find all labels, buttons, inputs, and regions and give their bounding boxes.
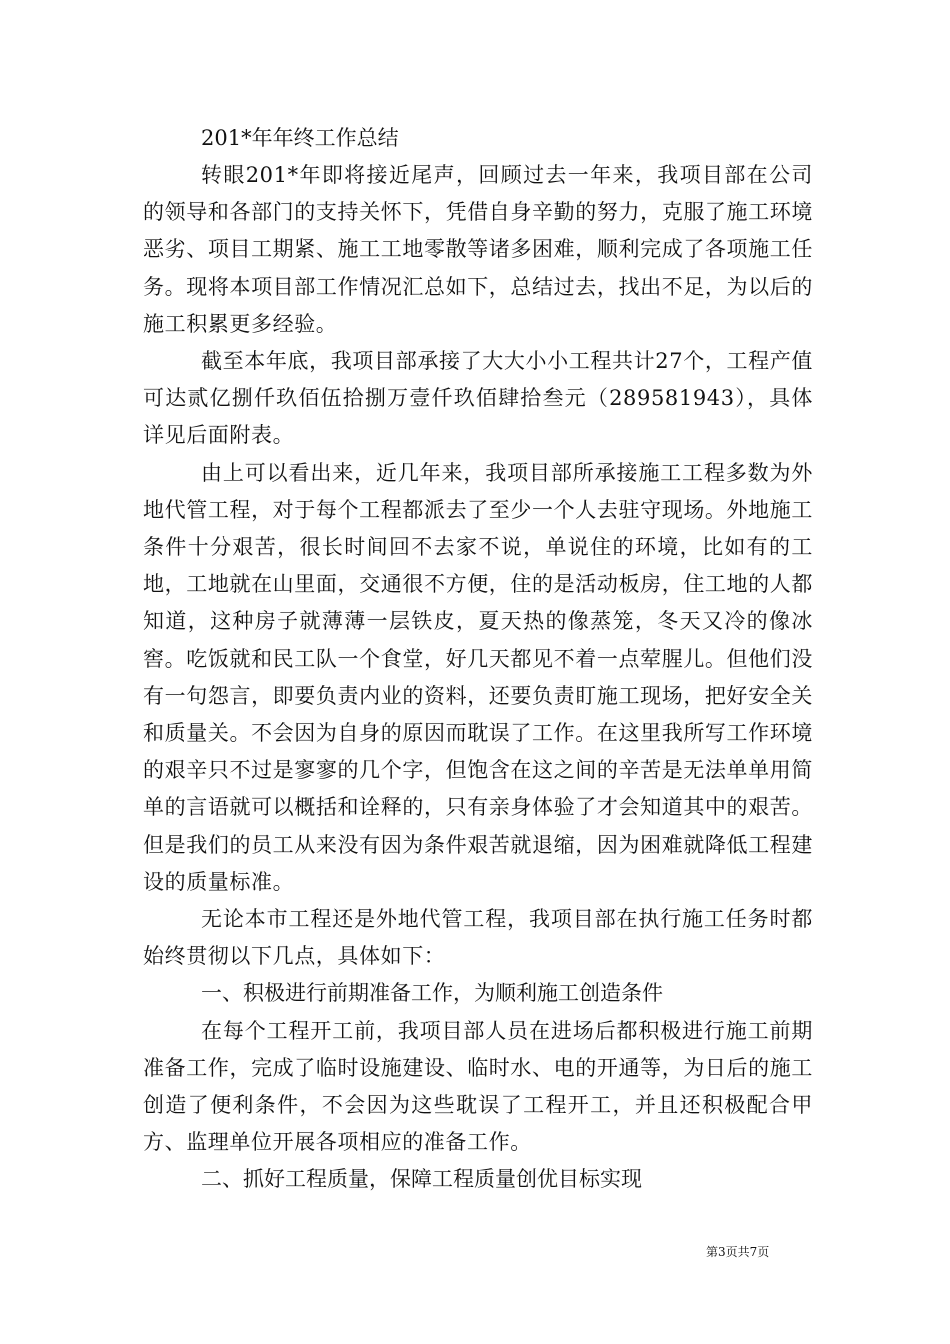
- paragraph-intro: 转眼201*年即将接近尾声，回顾过去一年来，我项目部在公司的领导和各部门的支持关怀下，凭借自身辛勤的努力，克服了施工环境恶劣、项目工期紧、施工工地零散等诸多困难，顺利完成了各项施工任务。现将本项目部工作情况汇总如下，总结过去，找出不足，为以后的施工积累更多经验。: [143, 163, 813, 336]
- paragraph-project-count: 截至本年底，我项目部承接了大大小小工程共计27个，工程产值可达贰亿捌仟玖佰伍拾捌万壹仟玖佰肆拾叁元（289581943），具体详见后面附表。: [143, 349, 813, 448]
- paragraph-principles: 无论本市工程还是外地代管工程，我项目部在执行施工任务时都始终贯彻以下几点，具体如下：: [143, 907, 813, 969]
- section-heading-1: 一、积极进行前期准备工作，为顺利施工创造条件: [201, 981, 663, 1006]
- document-body: [143, 120, 813, 1199]
- section-heading-2: 二、抓好工程质量，保障工程质量创优目标实现: [201, 1167, 642, 1192]
- page-number: 第3页共7页: [706, 1245, 770, 1259]
- document-title: 201*年年终工作总结: [201, 126, 399, 150]
- paragraph-work-conditions: 由上可以看出来，近几年来，我项目部所承接施工工程多数为外地代管工程，对于每个工程都派去了至少一个人去驻守现场。外地施工条件十分艰苦，很长时间回不去家不说，单说住的环境，比如有的工地，工地就在山里面，交通很不方便，住的是活动板房，住工地的人都知道，这种房子就薄薄一层铁皮，夏天热的像蒸笼，冬天又冷的像冰窖。吃饭就和民工队一个食堂，好几天都见不着一点荤腥儿。但他们没有一句怨言，即要负责内业的资料，还要负责盯施工现场，把好安全关和质量关。不会因为自身的原因而耽误了工作。在这里我所写工作环境的艰辛只不过是寥寥的几个字，但饱含在这之间的辛苦是无法单单用简单的言语就可以概括和诠释的，只有亲身体验了才会知道其中的艰苦。但是我们的员工从来没有因为条件艰苦就退缩，因为困难就降低工程建设的质量标准。: [143, 460, 813, 894]
- section-body-1: 在每个工程开工前，我项目部人员在进场后都积极进行施工前期准备工作，完成了临时设施建设、临时水、电的开通等，为日后的施工创造了便利条件，不会因为这些耽误了工程开工，并且还积极配合甲方、监理单位开展各项相应的准备工作。: [143, 1018, 813, 1155]
